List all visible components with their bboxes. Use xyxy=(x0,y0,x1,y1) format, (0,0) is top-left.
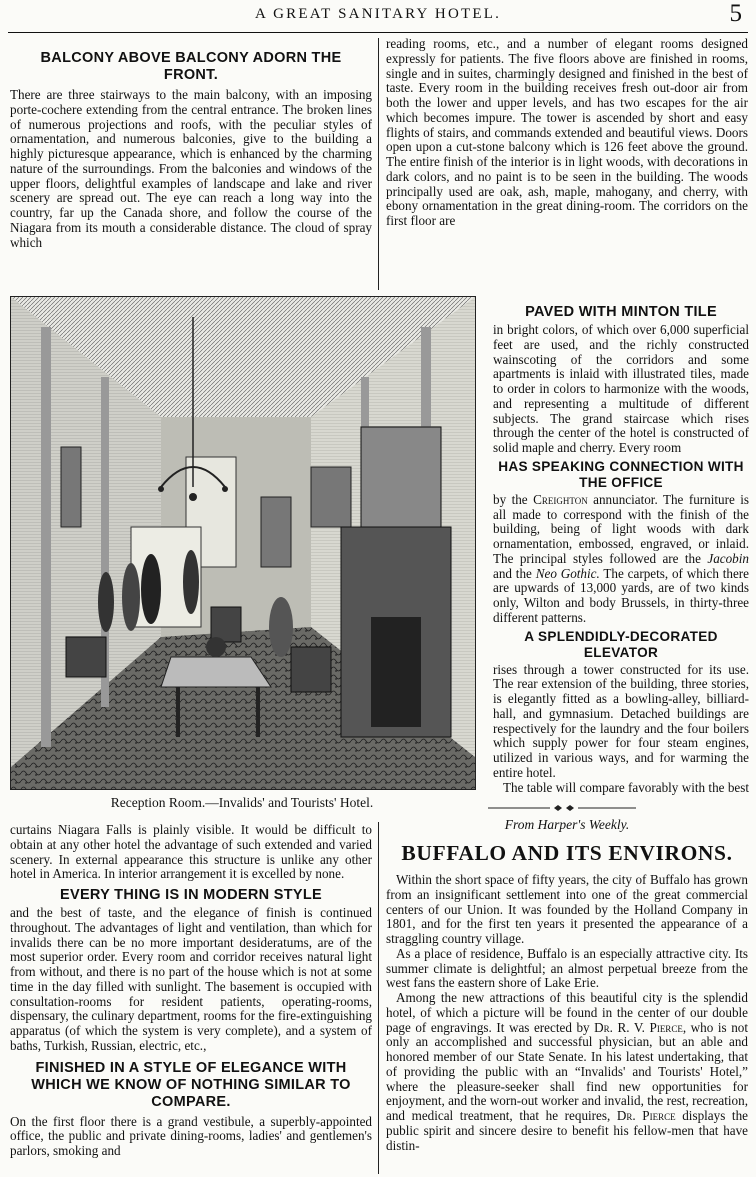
text-neo-gothic: Neo Gothic. xyxy=(535,565,600,581)
paragraph-residence: As a place of residence, Buffalo is an especially attractive city. Its summer climate is delightful; an almost perpetual breeze from the west fans the eastern shore of Lake Erie. xyxy=(386,945,748,991)
text-carpets: The carpets, of which there are upwards of 13,000 yards, are of two kinds only, Wilton and body Brussels, in thirty-three different patterns. xyxy=(493,565,749,625)
col2-top xyxy=(386,37,748,289)
text-by-the: by the xyxy=(493,491,528,507)
figure-caption: Reception Room.—Invalids' and Tourists' Hotel. xyxy=(110,795,374,810)
text-table: The table will compare favorably with the best xyxy=(503,779,749,795)
heading-elevator: A SPLENDIDLY-DECORATED ELEVATOR xyxy=(524,628,718,660)
col2-middle xyxy=(493,304,749,796)
paragraph-table xyxy=(493,781,749,797)
heading-modern-style: EVERY THING IS IN MODERN STYLE xyxy=(60,887,322,903)
text-accomplished: who is not only an accomplished and successful physician, but an able and honored member of our State Senate. In his latest undertaking, that of providing the public with an “Invalids' and Tourists' Hotel,” where the pleasure-seeker shall find new opportunities for enjoyment, and the worn-out worker and invalid, the rest, recreation, and medical treatment, that he requires, xyxy=(386,1019,748,1123)
ornament-divider xyxy=(488,804,636,812)
source-credit: From Harper's Weekly. xyxy=(504,817,630,832)
column-rule-bottom xyxy=(378,822,379,1174)
heading-elegance: FINISHED IN A STYLE OF ELEGANCE WITH WHICH WE KNOW OF NOTHING SIMILAR TO COMPARE. xyxy=(31,1059,351,1110)
running-title: A GREAT SANITARY HOTEL. xyxy=(254,6,502,22)
text-creighton: Creighton xyxy=(533,491,588,507)
paragraph-rooms: reading rooms, etc., and a number of elegant rooms designed expressly for patients. The five floors above are finished in rooms, single and in suites, charmingly designed and finished in the best of taste. Every room in the building receives fresh out-door air from both the lower and upper levels, and has two escapes for the air which becomes impure. The tower is ascended by short and easy flights of stairs, and commands extended and beautiful views. Doors open upon a cut-stone balcony which is 126 feet above the ground. The entire finish of the interior is in light woods, with decorations in dark colors, and no paint is to be seen in the building. The woods principally used are oak, ash, maple, mahogany, and cherry, with ebony ornamentation in the great dining-room. The corridors on the first floor are xyxy=(386,37,748,228)
engraving-illustration xyxy=(11,297,475,789)
heading-speaking-connection: HAS SPEAKING CONNECTION WITH THE OFFICE xyxy=(498,458,744,490)
text-public-spirit: displays the public spirit and sincere desire to benefit his fellow-men that have distin- xyxy=(386,1108,748,1153)
paragraph-first-floor: On the first floor there is a grand vestibule, a superbly-appointed office, the public and private dining-rooms, ladies' and gentlemen's parlors, smoking and xyxy=(10,1113,372,1158)
text-jacobin: Jacobin xyxy=(707,550,749,566)
paragraph-elevator: rises through a tower constructed for its use. The rear extension of the building, three stories, is elegantly fitted as a bowling-alley, billiard-hall, and gymnasium. Detached buildings are respectively for the laundry and the four boilers which supply power for four steam engines, utilized in various ways, and for warming the entire hotel. xyxy=(493,661,749,780)
paragraph-attractions xyxy=(386,991,748,1153)
col2-bottom xyxy=(386,817,748,1175)
paragraph-modern-style: and the best of taste, and the elegance of finish is continued throughout. The advantages of light and ventilation, than which for invalids there can be no more important desideratums, are of the most superior order. Every room and corridor receives natural light from without, and there is no part of the house which is not at some time in the day filled with sunlight. The basement is occupied with consultation-rooms for resident patients, operating-rooms, dispensary, the culinary department, rooms for the fire-extinguishing apparatus (of which the system is very complete), and a system of baths, Turkish, Russian, electric, etc., xyxy=(10,905,372,1053)
col1-bottom xyxy=(10,823,372,1175)
text-among: Among the new attractions of this beautiful city is the splendid hotel, of which a picture will be found in the center of our double page of engravings. It was erected by xyxy=(386,990,748,1035)
running-head xyxy=(0,0,756,30)
paragraph-buffalo-history: Within the short space of fifty years, the city of Buffalo has grown from an insignificant settlement into one of the great commercial centers of our Union. It was founded by the Holland Company in 1801, and for the first ten years it presented the appearance of a straggling country village. xyxy=(386,872,748,946)
paragraph-speaking-connection xyxy=(493,493,749,626)
text-furniture: annunciator. The furniture is all made to correspond with the finish of the building, being of light woods with dark ornamentation, embossed, engraved, or inlaid. The principal styles followed are the xyxy=(493,491,749,566)
article-title: BUFFALO AND ITS ENVIRONS. xyxy=(401,841,733,865)
col1-top xyxy=(10,50,372,290)
text-dr-pierce: Dr. R. V. Pierce, xyxy=(594,1019,687,1035)
paragraph-niagara: curtains Niagara Falls is plainly visible. It would be difficult to obtain at any other hotel the advantage of such extended and varied scenery. In external appearance this structure is unlike any other hotel in America. In interior arrangement it is excelled by none. xyxy=(10,823,372,882)
text-and-the: and the xyxy=(493,565,532,581)
heading-balcony: BALCONY ABOVE BALCONY ADORN THE FRONT. xyxy=(40,50,342,83)
page-number: 5 xyxy=(729,0,742,27)
paragraph-balcony: There are three stairways to the main balcony, with an imposing porte-cochere extending from the central entrance. The broken lines of numerous projections and roofs, with the peculiar styles of ornamentation, and numerous balconies, give to the building a highly picturesque appearance, which is enhanced by the charming nature of the surroundings. From the balconies and windows of the upper floors, delightful examples of landscape and lake and river scenery are spread out. The eye can reach a long way into the country, far up the Canada shore, and follow the course of the Niagara from its mouth a considerable distance. The cloud of spray which xyxy=(10,87,372,250)
reception-room-engraving xyxy=(10,296,476,790)
column-rule-top xyxy=(378,38,379,290)
paragraph-minton-tile: in bright colors, of which over 6,000 superficial feet are used, and the richly constructed wainscoting of the corridors and some apartments is inlaid with illustrated tiles, made to order in colors to harmonize with the woods, and representing a multitude of different subjects. The grand staircase which rises through the center of the hotel is constructed of solid maple and cherry. Every room xyxy=(493,322,749,455)
header-rule xyxy=(8,32,748,33)
heading-minton-tile: PAVED WITH MINTON TILE xyxy=(525,304,717,320)
text-dr-pierce-2: Dr. Pierce xyxy=(616,1108,676,1123)
